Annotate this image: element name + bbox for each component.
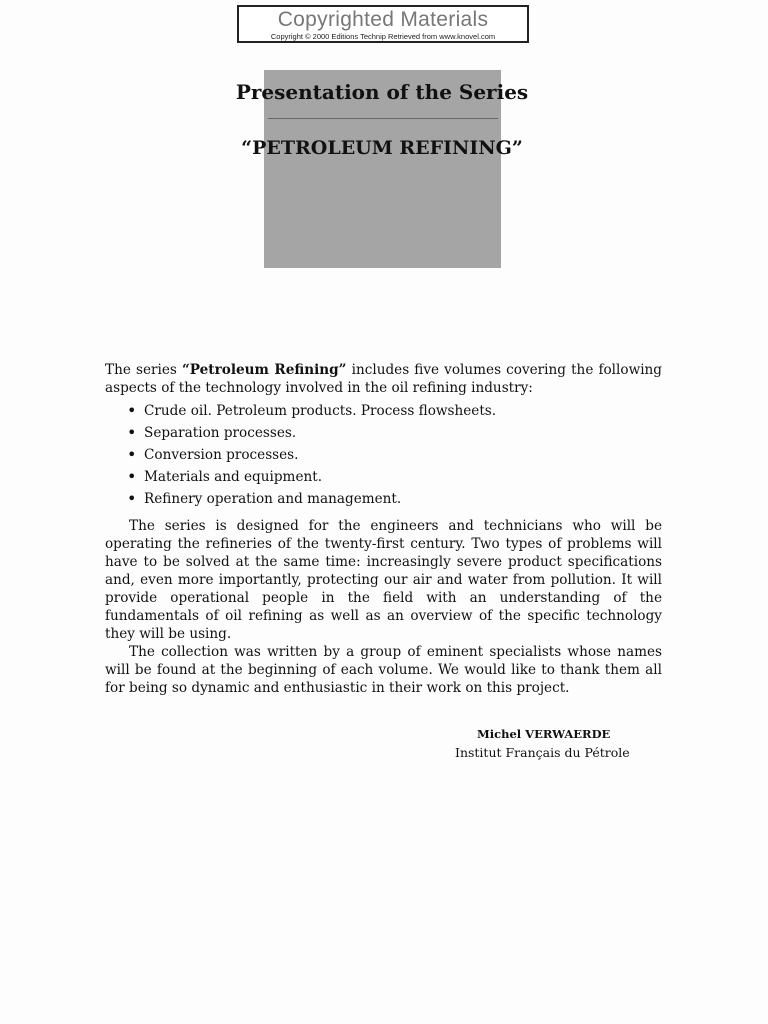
signature-name: Michel VERWAERDE [477, 727, 611, 741]
intro-suffix: includes five volumes covering the following aspects of the technology involved in the oil refining industry: [105, 362, 663, 396]
body-text [105, 361, 662, 697]
list-item: • Materials and equipment. [127, 468, 662, 490]
paragraph-purpose: The series is designed for the engineers and technicians who will be operating the refineries of the twenty-first century. Two types of problems will have to be solved at the same time: increasingly severe product specifications and, even more importantly, protecting our air and water from pollution. It will provide operational people in the field with an understanding of the fundamentals of oil refining as well as an overview of the specific technology they will be using. [105, 518, 662, 642]
paragraph-acknowledgement: The collection was written by a group of eminent specialists whose names will be found at the beginning of each volume. We would like to thank them all for being so dynamic and enthusiastic in their work on this project. [105, 644, 662, 696]
intro-series-bold: “Petroleum Refining” [181, 362, 347, 378]
stamp-title: Copyrighted Materials [277, 8, 489, 31]
copyright-stamp [237, 5, 529, 43]
series-name-heading: “PETROLEUM REFINING” [241, 137, 523, 159]
page-title: Presentation of the Series [235, 80, 529, 104]
list-item: • Crude oil. Petroleum products. Process flowsheets. [127, 402, 662, 424]
list-item: • Conversion processes. [127, 446, 662, 468]
list-item: • Separation processes. [127, 424, 662, 446]
intro-prefix: The series [105, 362, 182, 378]
signature-institution: Institut Français du Pétrole [455, 745, 630, 760]
volume-list [105, 402, 662, 512]
list-item: • Refinery operation and management. [127, 490, 662, 512]
intro-paragraph [105, 361, 662, 397]
stamp-subtitle: Copyright © 2000 Editions Technip Retrieved from www.knovel.com [270, 32, 496, 41]
title-divider [268, 118, 498, 119]
